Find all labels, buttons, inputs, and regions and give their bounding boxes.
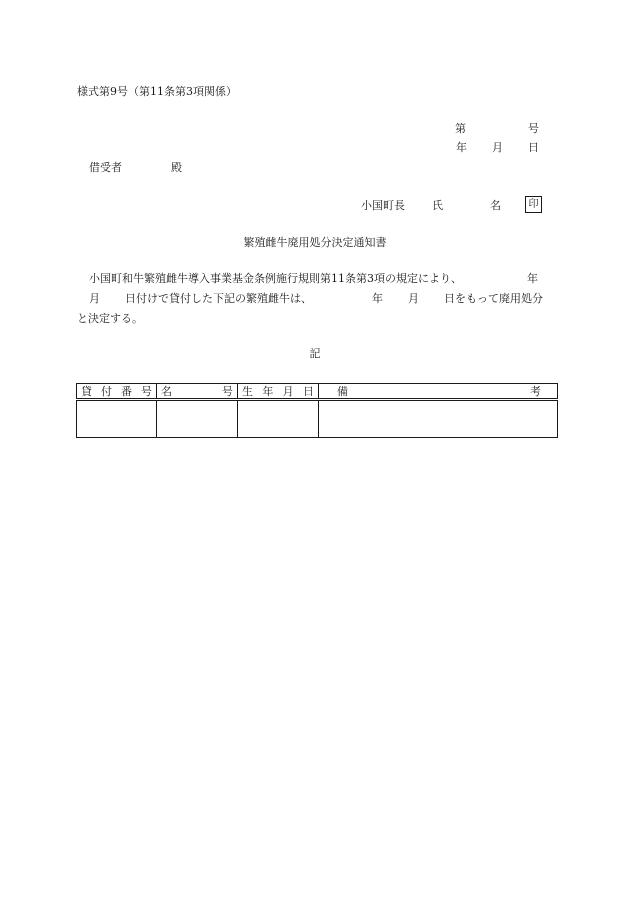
body-text-line-3: と決定する。 bbox=[77, 312, 143, 325]
date-day-label: 日 bbox=[528, 141, 539, 154]
header-name-char: 号 bbox=[222, 384, 233, 398]
seal-mark: 印 bbox=[525, 196, 542, 213]
body-month-label-1: 月 bbox=[89, 292, 100, 305]
body-text-line-2-end: 日をもって廃用処分 bbox=[444, 292, 543, 305]
date-year-label: 年 bbox=[456, 141, 467, 154]
addressee-honorific: 殿 bbox=[171, 161, 182, 174]
header-remarks-char: 考 bbox=[530, 384, 541, 398]
addressee-label: 借受者 bbox=[89, 161, 122, 174]
table-header-row bbox=[77, 384, 558, 400]
header-birthdate-char: 月 bbox=[282, 384, 294, 398]
header-birthdate-char: 年 bbox=[262, 384, 274, 398]
header-remarks-char: 備 bbox=[337, 384, 348, 398]
body-text-line-2: 日付けで貸付した下記の繁殖雌牛は、 bbox=[125, 292, 312, 305]
date-month-label: 月 bbox=[492, 141, 503, 154]
issuer-name-label-1: 氏 bbox=[432, 199, 443, 212]
issuer-name-label-2: 名 bbox=[490, 199, 501, 212]
header-name-char: 名 bbox=[161, 384, 172, 398]
table-row bbox=[77, 400, 558, 438]
header-loan-number bbox=[77, 384, 157, 400]
header-birthdate-char: 生 bbox=[242, 384, 253, 398]
cell-birthdate bbox=[238, 400, 319, 438]
ki-heading: 記 bbox=[309, 347, 321, 360]
header-remarks bbox=[319, 384, 558, 400]
form-number-label: 様式第9号（第11条第3項関係） bbox=[77, 85, 237, 98]
registry-table bbox=[76, 383, 558, 438]
header-name bbox=[157, 384, 238, 400]
header-loan-number-char: 貸 bbox=[81, 384, 92, 398]
document-title: 繁殖雌牛廃用処分決定通知書 bbox=[243, 236, 387, 249]
cell-remarks bbox=[319, 400, 558, 438]
document-number-prefix: 第 bbox=[455, 122, 466, 135]
header-birthdate bbox=[238, 384, 319, 400]
body-year-label-1: 年 bbox=[527, 272, 538, 285]
issuer-title: 小国町長 bbox=[361, 199, 405, 212]
header-loan-number-char: 番 bbox=[121, 384, 132, 398]
header-loan-number-char: 号 bbox=[141, 384, 152, 398]
document-number-suffix: 号 bbox=[528, 122, 539, 135]
header-loan-number-char: 付 bbox=[101, 384, 112, 398]
cell-name bbox=[157, 400, 238, 438]
body-month-label-2: 月 bbox=[408, 292, 419, 305]
body-year-label-2: 年 bbox=[372, 292, 383, 305]
header-birthdate-char: 日 bbox=[302, 384, 314, 398]
cell-loan-number bbox=[77, 400, 157, 438]
body-text-line-1: 小国町和牛繁殖雌牛導入事業基金条例施行規則第11条第3項の規定により、 bbox=[89, 272, 462, 285]
